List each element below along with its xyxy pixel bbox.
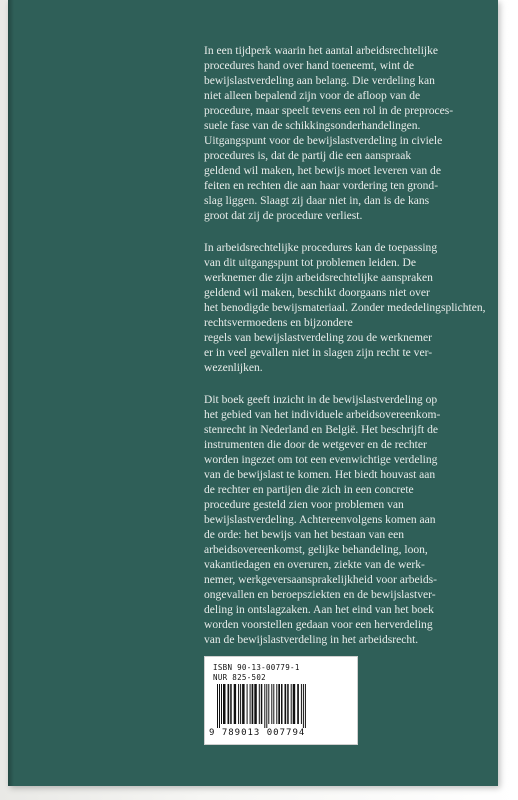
barcode-bar [223, 684, 226, 724]
barcode-bar [297, 684, 299, 724]
barcode-bars [215, 684, 345, 728]
text-line: regels van bewijslastverdeling zou de werknemer [204, 332, 432, 344]
text-line: geldend wil maken, beschikt doorgaans niet over [204, 287, 430, 299]
nur-text: NUR 825-502 [213, 673, 266, 682]
text-line: bewijslastverdeling. Achtereenvolgens komen aan [204, 514, 436, 526]
barcode-bar [219, 684, 220, 728]
barcode-bar [268, 684, 269, 724]
barcode-bar [238, 684, 239, 724]
text-line: Dit boek geeft inzicht in de bewijslastverdeling op [204, 394, 438, 406]
text-line: suele fase van de schikkingsonderhandelingen. [204, 120, 421, 132]
barcode-bar [285, 684, 287, 724]
barcode-digits: 9 789013 007794 [209, 728, 306, 738]
barcode-bar [234, 684, 236, 724]
barcode-bar [230, 684, 232, 724]
text-line: van de bewijslast te komen. Het biedt houvast aan [204, 469, 436, 481]
text-line: het benodigde bewijsmateriaal. Zonder mededelingsplichten, [204, 302, 486, 314]
barcode-bar [273, 684, 274, 724]
text-line: nemer, werkgeversaansprakelijkheid voor arbeids- [204, 574, 437, 586]
blurb-paragraph-1 [204, 44, 482, 224]
text-line: procedures is, dat de partij die een aanspraak [204, 150, 412, 162]
text-line: deling in ontslagzaken. Aan het eind van het boek [204, 604, 434, 616]
text-line: van dit uitgangspunt tot problemen leiden. De [204, 257, 416, 269]
barcode-bar [281, 684, 283, 724]
text-line: stenrecht in Nederland en België. Het beschrijft de [204, 424, 439, 436]
text-line: worden voorstellen gedaan voor een herverdeling [204, 619, 433, 631]
text-line: groot dat zij de procedure verliest. [204, 210, 363, 222]
barcode-bar [252, 684, 254, 724]
spine-shadow [8, 0, 14, 786]
barcode-bar [254, 684, 256, 724]
text-line: de rechter en partijen die zich in een concrete [204, 484, 414, 496]
text-line: vakantiedagen en overuren, ziekte van de werk- [204, 559, 425, 571]
text-line: ongevallen en beroepsziekten en de bewijslastver- [204, 589, 436, 601]
barcode-bar [305, 684, 306, 728]
text-line: arbeidsovereenkomst, gelijke behandeling, loon, [204, 544, 428, 556]
barcode-bar [240, 684, 241, 724]
text-line: slag liggen. Slaagt zij daar niet in, dan is de kans [204, 195, 430, 207]
barcode-bar [301, 684, 302, 724]
isbn-barcode-label [204, 656, 358, 745]
blurb-paragraph-3 [204, 393, 482, 648]
barcode-bar [293, 684, 296, 724]
text-line: instrumenten die door de wetgever en de rechter [204, 439, 427, 451]
text-line: het gebied van het individuele arbeidsovereenkom- [204, 409, 441, 421]
barcode-bar [228, 684, 230, 724]
text-line: feiten en rechten die aan haar vordering ten grond- [204, 180, 439, 192]
barcode-bar [278, 684, 280, 724]
blurb-text [204, 44, 486, 665]
barcode-bar [271, 684, 272, 724]
barcode-bar [217, 684, 218, 728]
text-line: procedures hand over hand toeneemt, wint de [204, 60, 415, 72]
barcode-bar [242, 684, 245, 724]
barcode-bar [276, 684, 277, 724]
barcode-bar [250, 684, 251, 724]
text-line: procedure, maar speelt tevens een rol in de preproces- [204, 105, 454, 117]
text-line: In arbeidsrechtelijke procedures kan de toepassing [204, 242, 438, 254]
text-line: Uitgangspunt voor de bewijslastverdeling in civiele [204, 135, 443, 147]
barcode-bar [266, 684, 267, 728]
text-line: niet alleen bepalend zijn voor de afloop van de [204, 90, 421, 102]
text-line: er in veel gevallen niet in slagen zijn recht te ver- [204, 347, 433, 359]
barcode-bar [303, 684, 304, 728]
barcode-bar [247, 684, 248, 724]
text-line: wezenlijken. [204, 362, 263, 374]
barcode-bar [261, 684, 263, 724]
text-line: worden ingezet om tot een evenwichtige verdeling [204, 454, 438, 466]
text-line: werknemer die zijn arbeidsrechtelijke aanspraken [204, 272, 433, 284]
text-line: In een tijdperk waarin het aantal arbeidsrechtelijke [204, 45, 439, 57]
text-line: geldend wil maken, het bewijs moet leveren van de [204, 165, 441, 177]
barcode-bar [259, 684, 260, 724]
text-line: rechtsvermoedens en bijzondere [204, 317, 353, 329]
barcode-bar [264, 684, 265, 728]
text-line: bewijslastverdeling aan belang. Die verdeling kan [204, 75, 435, 87]
text-line: van de bewijslastverdeling in het arbeidsrecht. [204, 634, 419, 646]
barcode-bar [291, 684, 292, 724]
barcode-bar [287, 684, 289, 724]
text-line: de orde: het bewijs van het bestaan van een [204, 529, 405, 541]
blurb-paragraph-2 [204, 241, 486, 376]
isbn-text: ISBN 90-13-00779-1 [213, 663, 300, 672]
text-line: procedure gesteld zien voor problemen van [204, 499, 404, 511]
barcode-bar [221, 684, 222, 724]
